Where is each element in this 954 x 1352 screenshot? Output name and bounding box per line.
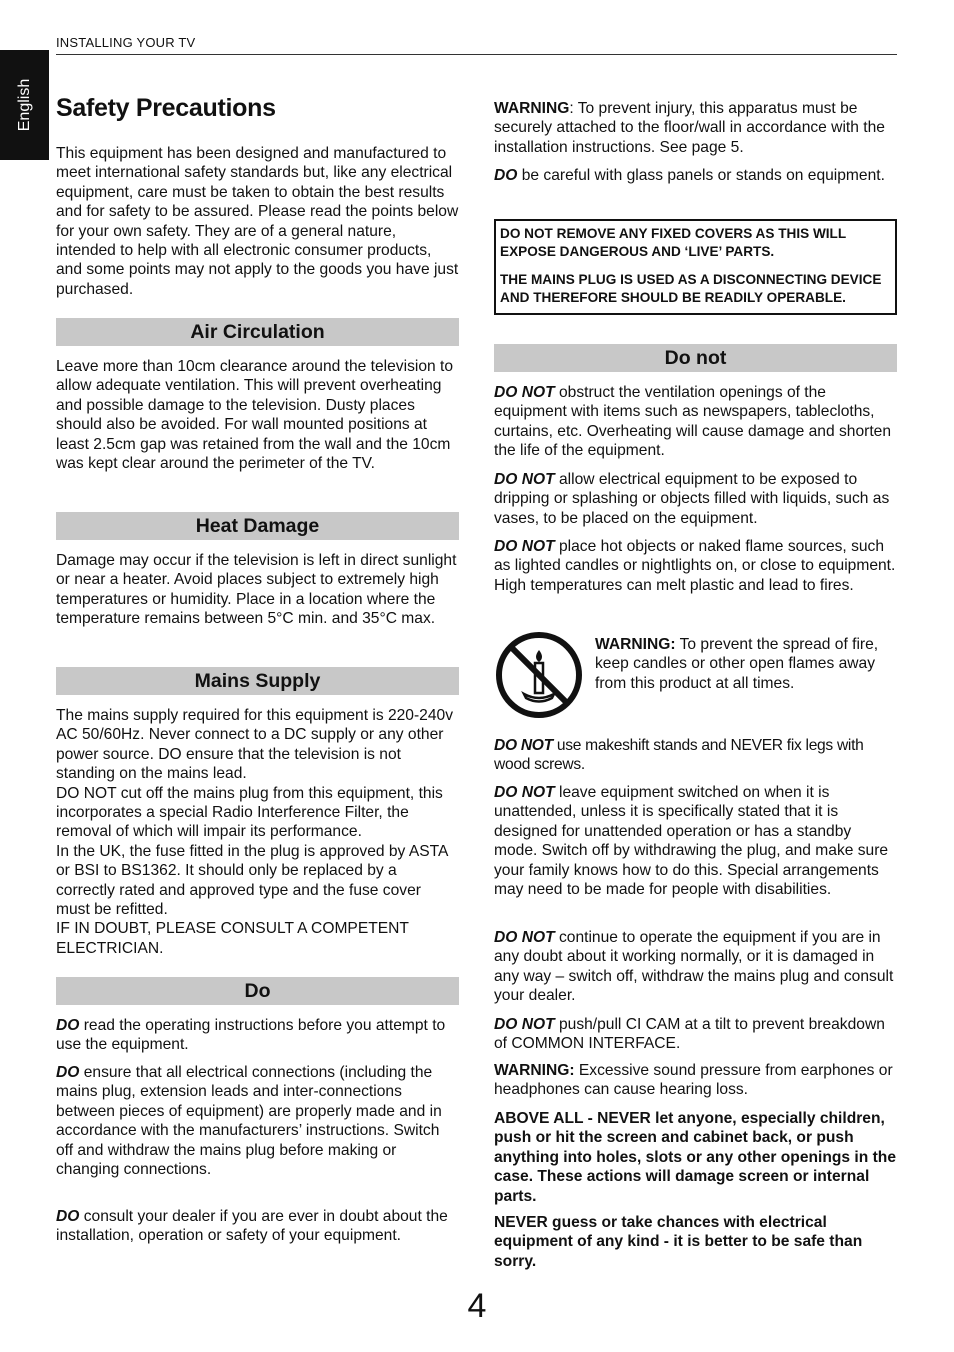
header-section-label: INSTALLING YOUR TV (56, 35, 196, 50)
do-not-item-text: leave equipment switched on when it is unattended, unless it is specifically stated that it is designed for unattended operation or has a standby mode. Switch off by withdrawing the plug, and make sure your family knows how to do this. Special arrangements may need to be made for people with disabilities. (494, 784, 889, 899)
do-label: DO (56, 1208, 80, 1225)
glass-panels-note (494, 166, 897, 185)
intro-paragraph: This equipment has been designed and manufactured to meet international safety standards but, like any electrical equipment, care must be taken to obtain the best results and for safety to be assured. Please read the points below for your own safety. They are of a general nature, intended to help with all electronic consumer products, and some points may not apply to the goods you have just purchased. (56, 145, 459, 298)
do-not-item (494, 783, 897, 899)
running-header (56, 35, 897, 55)
do-item-text: ensure that all electrical connections (including the mains plug, extension leads and inter-connections between pieces of equipment) are properly made and in accordance with the manufacturers’ instructions. Switch off and withdraw the mains plug before making or changing connections. (56, 1064, 442, 1179)
mains-paragraph: IF IN DOUBT, PLEASE CONSULT A COMPETENT ELECTRICIAN. (56, 920, 409, 957)
do-not-label: DO NOT (494, 1016, 555, 1033)
warning-text: : To prevent injury, this apparatus must be securely attached to the floor/wall in accordance with the installation instructions. See page 5. (494, 100, 885, 156)
do-not-item (494, 736, 897, 775)
warning-label: WARNING: (494, 1062, 575, 1079)
no-candles-icon (494, 630, 584, 720)
warning-label: WARNING (494, 100, 570, 117)
page-number: 4 (467, 1287, 487, 1325)
do-label: DO (56, 1064, 80, 1081)
do-not-item-text: continue to operate the equipment if you are in any doubt about it working normally, or it is damaged in any way – switch off, withdraw the mains plug and consult your dealer. (494, 929, 894, 1005)
sound-warning (494, 1061, 897, 1100)
installation-warning (494, 99, 897, 157)
mains-supply-text (56, 706, 459, 958)
section-heading-heat-damage: Heat Damage (56, 512, 459, 540)
do-item-text: be careful with glass panels or stands on equipment. (517, 167, 885, 184)
do-item (56, 1207, 459, 1246)
never-guess-warning: NEVER guess or take chances with electrical equipment of any kind - it is better to be safe than sorry. (494, 1214, 863, 1270)
do-not-item (494, 470, 897, 528)
mains-paragraph: The mains supply required for this equipment is 220-240v AC 50/60Hz. Never connect to a DC supply or any other power source. DO ensure that the television is not standing on the mains lead. (56, 707, 453, 783)
do-item-text: read the operating instructions before you attempt to use the equipment. (56, 1017, 446, 1054)
warning-label: WARNING: (595, 636, 676, 653)
heat-damage-text: Damage may occur if the television is left in direct sunlight or near a heater. Avoid places subject to extremely high temperatures or humidity. Place in a location where the temperature remains between 5°C min. and 35°C max. (56, 552, 457, 628)
page-title: Safety Precautions (56, 94, 276, 122)
mains-paragraph: In the UK, the fuse fitted in the plug is approved by ASTA or BSI to BS1362. It should only be replaced by a correctly rated and approved type and the fuse cover must be refitted. (56, 842, 448, 919)
do-not-item (494, 383, 897, 461)
do-not-item (494, 1015, 897, 1054)
warning-box-line: THE MAINS PLUG IS USED AS A DISCONNECTING DEVICE AND THEREFORE SHOULD BE READILY OPERABLE. (500, 272, 882, 305)
do-item-text: consult your dealer if you are ever in doubt about the installation, operation or safety of your equipment. (56, 1208, 448, 1245)
do-label: DO (494, 167, 518, 184)
section-heading-air-circulation: Air Circulation (56, 318, 459, 346)
do-item (56, 1016, 459, 1055)
above-all-warning: ABOVE ALL - NEVER let anyone, especially children, push or hit the screen and cabinet back, or push anything into holes, slots or any other openings in the case. These actions will damage screen or internal parts. (494, 1110, 896, 1205)
do-not-item (494, 537, 897, 595)
mains-paragraph: DO NOT cut off the mains plug from this equipment, this incorporates a special Radio Interference Filter, the removal of which will impair its performance. (56, 784, 443, 841)
language-tab-label: English (15, 78, 33, 132)
do-not-item-text: use makeshift stands and NEVER fix legs with wood screws. (494, 737, 864, 774)
do-item (56, 1063, 459, 1179)
warning-box-line: DO NOT REMOVE ANY FIXED COVERS AS THIS WILL EXPOSE DANGEROUS AND ‘LIVE’ PARTS. (500, 226, 846, 259)
do-not-label: DO NOT (494, 784, 555, 801)
do-not-label: DO NOT (494, 538, 555, 555)
do-not-label: DO NOT (494, 471, 555, 488)
do-not-label: DO NOT (494, 384, 555, 401)
do-not-item-text: obstruct the ventilation openings of the equipment with items such as newspapers, tablecloths, curtains, etc. Overheating will cause damage and shorten the life of the equipment. (494, 384, 891, 460)
section-heading-do: Do (56, 977, 459, 1005)
warning-text: To prevent the spread of fire, keep candles or other open flames away from this product at all times. (595, 636, 879, 692)
fixed-covers-warning-box (494, 219, 897, 315)
do-not-label: DO NOT (494, 929, 555, 946)
do-not-item-text: allow electrical equipment to be exposed to dripping or splashing or objects filled with liquids, such as vases, to be placed on the equipment. (494, 471, 890, 527)
do-label: DO (56, 1017, 80, 1034)
do-not-item (494, 928, 897, 1006)
language-tab (0, 50, 49, 160)
air-circulation-text: Leave more than 10cm clearance around the television to allow adequate ventilation. This will prevent overheating and possible damage to the television. Dusty places should also be avoided. For wall mounted positions at least 2.5cm gap was retained from the wall and the 10cm was kept clear around the perimeter of the TV. (56, 358, 454, 473)
candle-warning (595, 635, 895, 693)
section-heading-do-not: Do not (494, 344, 897, 372)
do-not-label: DO NOT (494, 737, 553, 754)
section-heading-mains-supply: Mains Supply (56, 667, 459, 695)
do-not-item-text: push/pull CI CAM at a tilt to prevent breakdown of COMMON INTERFACE. (494, 1016, 885, 1053)
do-not-item-text: place hot objects or naked flame sources, such as lighted candles or nightlights on, or close to equipment. High temperatures can melt plastic and lead to fires. (494, 538, 896, 594)
warning-text: Excessive sound pressure from earphones or headphones can cause hearing loss. (494, 1062, 893, 1099)
